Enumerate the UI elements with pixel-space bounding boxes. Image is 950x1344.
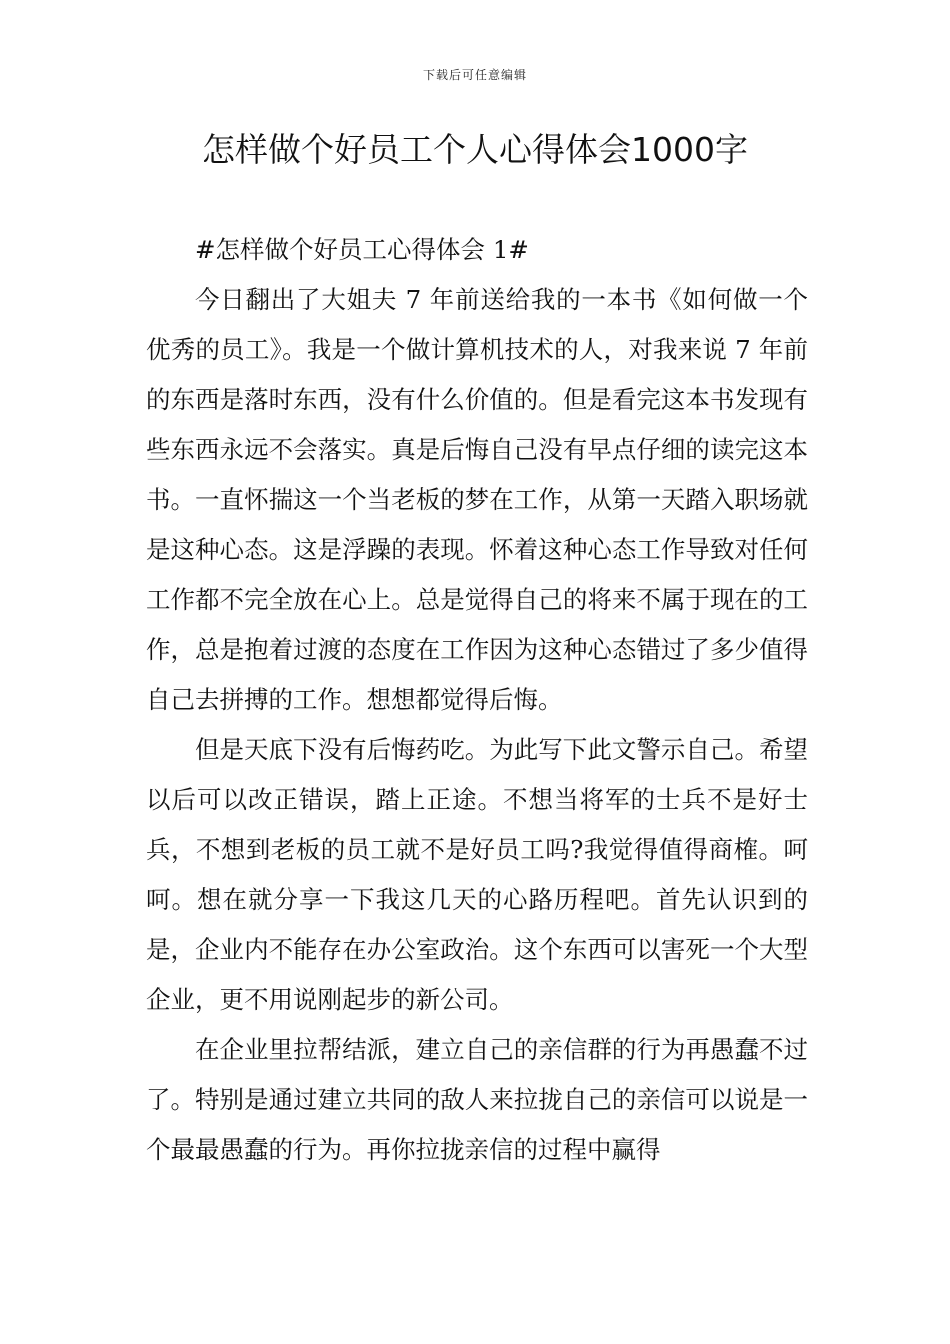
document-body: [146, 225, 808, 1175]
paragraph-3: 在企业里拉帮结派，建立自己的亲信群的行为再愚蠢不过了。特别是通过建立共同的敌人来拉拢自己的亲信可以说是一个最最愚蠢的行为。再你拉拢亲信的过程中赢得: [146, 1035, 808, 1164]
header-note: 下载后可任意编辑: [422, 68, 527, 82]
document-title: 怎样做个好员工个人心得体会1000字: [202, 130, 748, 169]
paragraph-2: 但是天底下没有后悔药吃。为此写下此文警示自己。希望以后可以改正错误，踏上正途。不想当将军的士兵不是好士兵，不想到老板的员工就不是好员工吗?我觉得值得商榷。呵呵。想在就分享一下我这几天的心路历程吧。首先认识到的是，企业内不能存在办公室政治。这个东西可以害死一个大型企业，更不用说刚起步的新公司。: [146, 735, 808, 1014]
paragraph-1: 今日翻出了大姐夫 7 年前送给我的一本书《如何做一个优秀的员工》。我是一个做计算机技术的人，对我来说 7 年前的东西是落时东西，没有什么价值的。但是看完这本书发现有些东西永远不会落实。真是后悔自己没有早点仔细的读完这本书。一直怀揣这一个当老板的梦在工作，从第一天踏入职场就是这种心态。这是浮躁的表现。怀着这种心态工作导致对任何工作都不完全放在心上。总是觉得自己的将来不属于现在的工作，总是抱着过渡的态度在工作因为这种心态错过了多少值得自己去拼搏的工作。想想都觉得后悔。: [146, 285, 808, 714]
section-subheading: #怎样做个好员工心得体会 1#: [195, 235, 529, 264]
